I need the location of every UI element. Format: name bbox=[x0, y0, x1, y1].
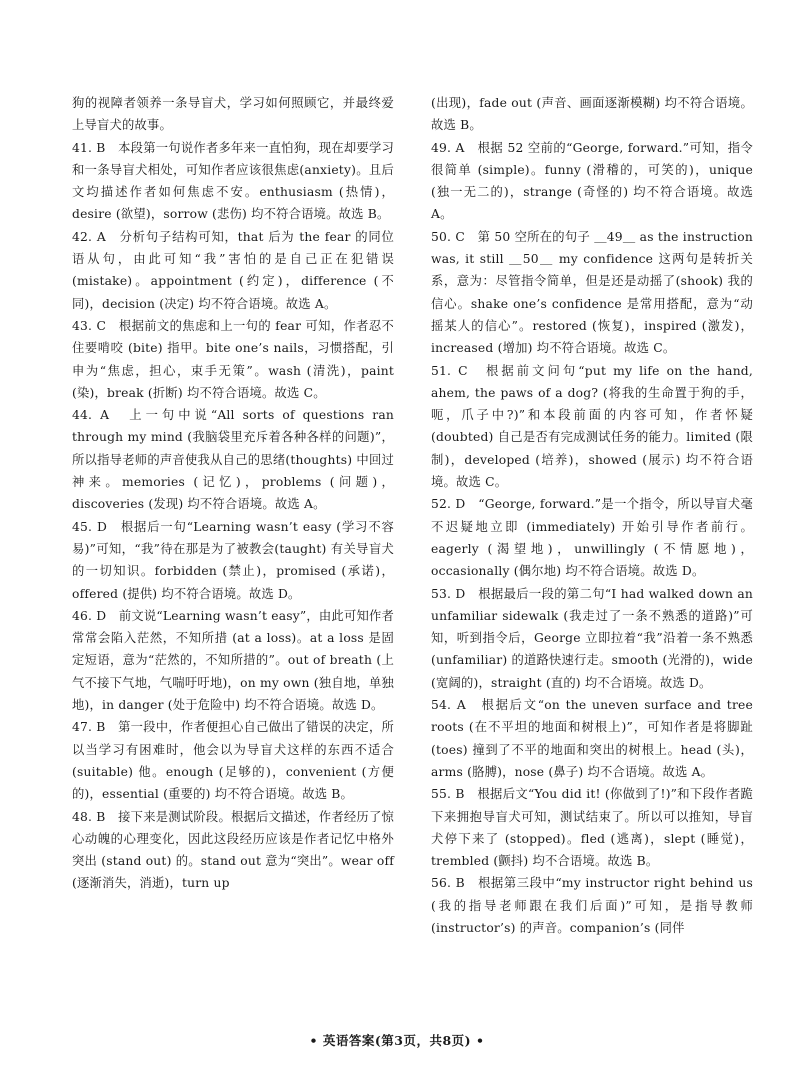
answer-item-q42: 42. A 分析句子结构可知，that 后为 the fear 的同位语从句，由此可知“我”害怕的是自己正在犯错误 (mistake)。appointment (约定)，difference (不同)，decision (决定) 均不符合语境。故选 A。 bbox=[72, 229, 394, 311]
answer-item-q48b: (出现)，fade out (声音、画面逐渐模糊) 均不符合语境。故选 B。 bbox=[431, 96, 753, 133]
answer-item-q48: 48. B 接下来是测试阶段。根据后文描述，作者经历了惊心动魄的心理变化，因此这段经历应该是作者记忆中格外突出 (stand out) 的。stand out 意为“突出”。wear off (逐渐消失，消逝)，turn up bbox=[72, 809, 394, 891]
answer-item-q43: 43. C 根据前文的焦虑和上一句的 fear 可知，作者忍不住要啃咬 (bite) 指甲。bite one’s nails，习惯搭配，引申为“焦虑，担心，束手无策”。wash (清洗)，paint (染)，break (折断) 均不符合语境。故选 C。 bbox=[72, 318, 394, 400]
answer-item-q55: 55. B 根据后文“You did it! (你做到了!)”和下段作者跪下来拥抱导盲犬可知，测试结束了。所以可以推知，导盲犬停下来了 (stopped)。fled (逃离)，slept (睡觉)，trembled (颤抖) 均不合语境。故选 B。 bbox=[431, 787, 753, 869]
answer-item-q41: 41. B 本段第一句说作者多年来一直怕狗，现在却要学习和一条导盲犬相处，可知作者应该很焦虑(anxiety)。且后文均描述作者如何焦虑不安。enthusiasm (热情)，desire (欲望)，sorrow (悲伤) 均不符合语境。故选 B。 bbox=[72, 140, 394, 222]
answer-item-q46: 46. D 前文说“Learning wasn’t easy”，由此可知作者常常会陷入茫然，不知所措 (at a loss)。at a loss 是固定短语，意为“茫然的，不知所措的”。out of breath (上气不接下气地，气喘吁吁地)，on my own (独自地，单独地)，in danger (处于危险中) 均不符合语境。故选 D。 bbox=[72, 608, 394, 713]
answer-item-intro: 狗的视障者领养一条导盲犬，学习如何照顾它，并最终爱上导盲犬的故事。 bbox=[72, 96, 394, 133]
page-footer: • 英语答案(第3页，共8页) • bbox=[309, 1033, 485, 1048]
answer-item-q49: 49. A 根据 52 空前的“George, forward.”可知，指令很简单 (simple)。funny (滑稽的，可笑的)，unique (独一无二的)，strange (奇怪的) 均不符合语境。故选 A。 bbox=[431, 140, 753, 222]
answer-item-q51: 51. C 根据前文问句“put my life on the hand, ahem, the paws of a dog? (将我的生命置于狗的手，呃，爪子中?)”和本段前面的内容可知，作者怀疑 (doubted) 自己是否有完成测试任务的能力。limited (限制)，developed (培养)，showed (展示) 均不符合语境。故选 C。 bbox=[431, 363, 753, 490]
answer-item-q53: 53. D 根据最后一段的第二句“I had walked down an unfamiliar sidewalk (我走过了一条不熟悉的道路)”可知，听到指令后，George 立即拉着“我”沿着一条不熟悉 (unfamiliar) 的道路快速行走。smooth (光滑的)，wide (宽阔的)，straight (直的) 均不合语境。故选 D。 bbox=[431, 586, 753, 690]
answer-item-q44: 44. A 上一句中说“All sorts of questions ran through my mind (我脑袋里充斥着各种各样的问题)”，所以指导老师的声音使我从自己的思绪(thoughts) 中回过神来。memories (记忆)，problems (问题)，discoveries (发现) 均不符合语境。故选 A。 bbox=[72, 408, 394, 512]
answer-item-q56: 56. B 根据第三段中“my instructor right behind us (我的指导老师跟在我们后面)”可知，是指导教师 (instructor’s) 的声音。companion’s (同伴 bbox=[431, 876, 753, 935]
answer-item-q52: 52. D “George, forward.”是一个指令，所以导盲犬毫不迟疑地立即 (immediately) 开始引导作者前行。eagerly (渴望地)，unwillingly (不情愿地)，occasionally (偶尔地) 均不符合语境。故选 D。 bbox=[431, 497, 753, 579]
answer-item-q45: 45. D 根据后一句“Learning wasn’t easy (学习不容易)”可知，“我”待在那是为了被教会(taught) 有关导盲犬的一切知识。forbidden (禁止)，promised (承诺)，offered (提供) 均不符合语境。故选 D。 bbox=[72, 519, 394, 601]
answer-item-q47: 47. B 第一段中，作者便担心自己做出了错误的决定，所以当学习有困难时，他会以为导盲犬这样的东西不适合 (suitable) 他。enough (足够的)，convenient (方便的)，essential (重要的) 均不符合语境。故选 B。 bbox=[72, 720, 394, 802]
answer-item-q54: 54. A 根据后文“on the uneven surface and tree roots (在不平坦的地面和树根上)”，可知作者是将脚趾 (toes) 撞到了不平的地面和突出的树根上。head (头)，arms (胳膊)，nose (鼻子) 均不合语境。故选 A。 bbox=[431, 698, 753, 779]
answer-item-q50: 50. C 第 50 空所在的句子 ＿49＿ as the instruction was, it still ＿50＿ my confidence 这两句是转折关系，意为：尽管指令简单，但是还是动摇了(shook) 我的信心。shake one’s confidence 是常用搭配，意为“动摇某人的信心”。restored (恢复)，inspired (激发)，increased (增加) 均不符合语境。故选 C。 bbox=[431, 229, 753, 356]
left-column bbox=[72, 92, 394, 895]
right-column bbox=[431, 92, 753, 939]
